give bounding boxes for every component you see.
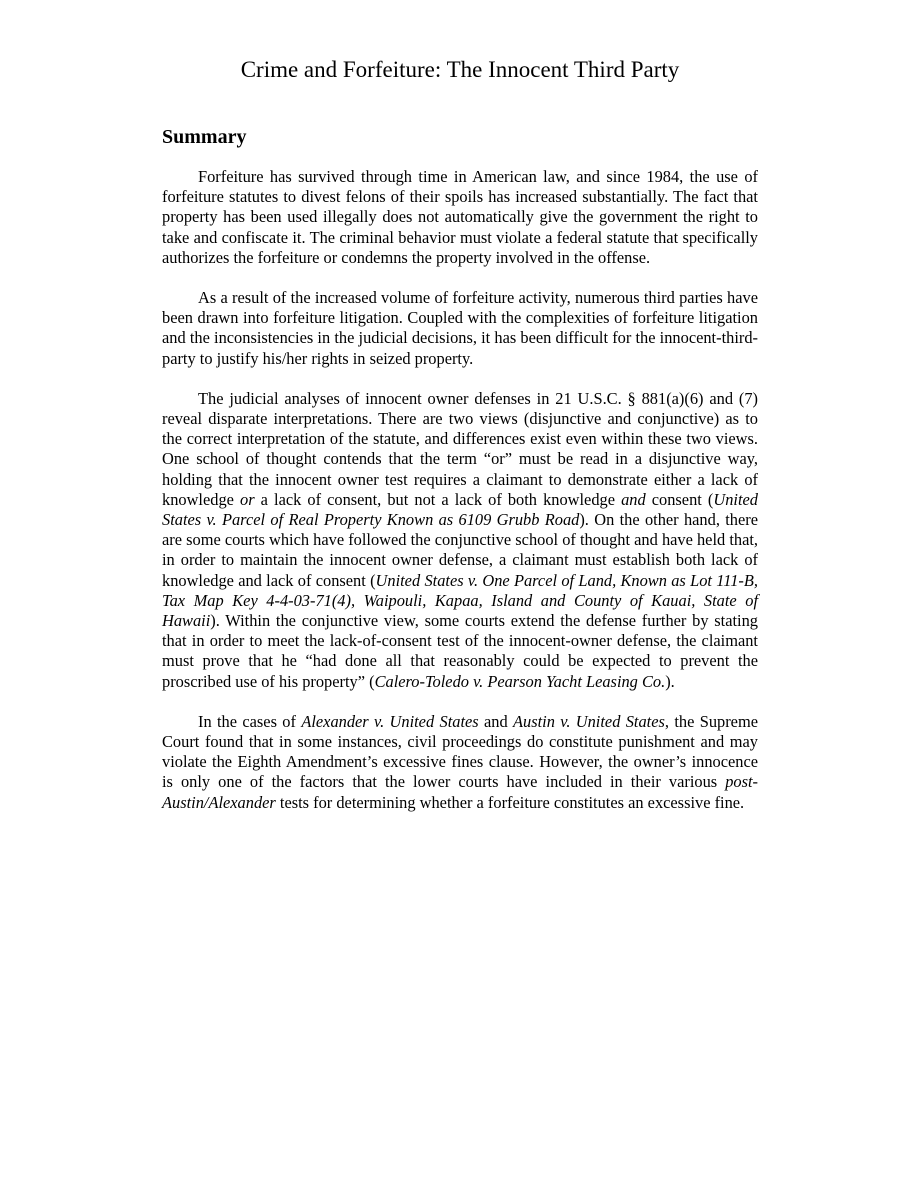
document-title: Crime and Forfeiture: The Innocent Third Party: [240, 57, 680, 82]
case-citation: post-Austin/Alexander: [162, 772, 758, 812]
text-run: ).: [665, 671, 675, 691]
text-run: a lack of consent, but not a lack of both knowledge: [254, 489, 622, 509]
document-body: [162, 167, 758, 833]
case-citation: United States v. Parcel of Real Property Known as 6109 Grubb Road: [162, 489, 758, 530]
text-run: , the Supreme Court found that in some instances, civil proceedings do constitute punishment and may violate the Eighth Amendment’s excessive fines clause. However, the owner’s innocence is only one of the factors that the lower courts have included in their various: [162, 711, 758, 792]
paragraph-2: As a result of the increased volume of forfeiture activity, numerous third parties have been drawn into forfeiture litigation. Coupled with the complexities of forfeiture litigation and the inconsistencies in the judicial decisions, it has been difficult for the innocent-third-party to justify his/her rights in seized property.: [162, 288, 758, 368]
case-citation: Calero-Toledo v. Pearson Yacht Leasing Co.: [374, 671, 666, 691]
text-run: The judicial analyses of innocent owner defenses in 21 U.S.C. § 881(a)(6) and (7) reveal disparate interpretations. There are two views (disjunctive and conjunctive) as to the correct interpretation of the statute, and differences exist even within these two views. One school of thought contends that the term “or” must be read in a disjunctive way, holding that the innocent owner test requires a claimant to demonstrate either a lack of knowledge: [162, 388, 758, 509]
case-citation: Alexander v. United States: [301, 711, 479, 731]
text-run: and: [478, 711, 514, 731]
paragraph-1: Forfeiture has survived through time in American law, and since 1984, the use of forfeiture statutes to divest felons of their spoils has increased substantially. The fact that property has been used illegally does not automatically give the government the right to take and confiscate it. The criminal behavior must violate a federal statute that specifically authorizes the forfeiture or condemns the property involved in the offense.: [162, 167, 758, 267]
case-citation: United States v. One Parcel of Land, Known as Lot 111-B, Tax Map Key 4-4-03-71(4), Waipouli, Kapaa, Island and County of Kauai, State of Hawaii: [162, 570, 758, 631]
case-citation: Austin v. United States: [513, 711, 665, 731]
paragraph-3: [162, 389, 758, 692]
text-run: ). Within the conjunctive view, some courts extend the defense further by stating that in order to meet the lack-of-consent test of the innocent-owner defense, the claimant must prove that he “had done all that reasonably could be expected to prevent the proscribed use of his property” (: [162, 611, 758, 691]
text-run: tests for determining whether a forfeiture constitutes an excessive fine.: [275, 792, 745, 812]
text-run: consent (: [645, 489, 714, 509]
section-heading: Summary: [162, 126, 247, 148]
text-run: ). On the other hand, there are some courts which have followed the conjunctive school of thought and have held that, in order to maintain the innocent owner defense, a claimant must establish both lack of knowledge and lack of consent (: [162, 510, 758, 590]
paragraph-4: [162, 712, 758, 813]
emphasis-or: or: [240, 489, 255, 509]
emphasis-and: and: [621, 489, 646, 509]
text-run: In the cases of: [198, 711, 302, 731]
